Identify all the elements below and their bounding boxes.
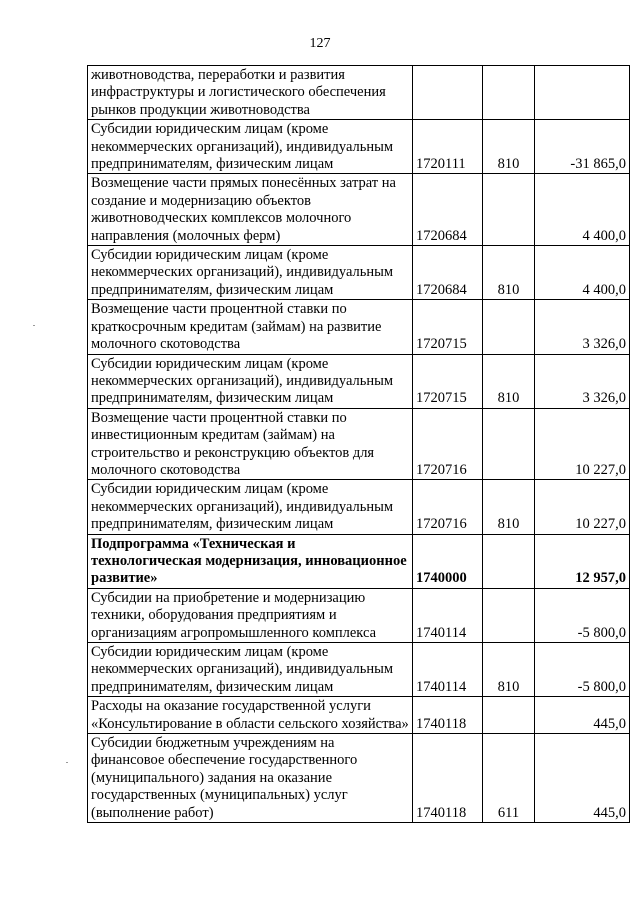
budget-table [87, 65, 630, 823]
row-amount [535, 66, 630, 120]
row-amount: -5 800,0 [535, 643, 630, 697]
row-type [483, 174, 535, 246]
row-code: 1720684 [413, 246, 483, 300]
table-row [88, 246, 630, 300]
row-amount: 445,0 [535, 734, 630, 823]
table-row [88, 588, 630, 642]
row-code [413, 66, 483, 120]
row-name: Возмещение части процентной ставки по краткосрочным кредитам (займам) на развитие молочного скотоводства [88, 300, 413, 354]
row-name: Субсидии на приобретение и модернизацию техники, оборудования предприятиям и организациям агропромышленного комплекса [88, 588, 413, 642]
row-code: 1740118 [413, 697, 483, 734]
row-code: 1740114 [413, 643, 483, 697]
table-row [88, 408, 630, 480]
row-type [483, 697, 535, 734]
row-amount: 3 326,0 [535, 300, 630, 354]
row-type: 810 [483, 643, 535, 697]
row-name: Субсидии юридическим лицам (кроме некоммерческих организаций), индивидуальным предпринимателям, физическим лицам [88, 643, 413, 697]
table-row [88, 174, 630, 246]
table-row [88, 120, 630, 174]
row-type: 611 [483, 734, 535, 823]
scan-speck [33, 325, 35, 326]
row-name: Возмещение части процентной ставки по инвестиционным кредитам (займам) на строительство и реконструкцию объектов для молочного скотоводства [88, 408, 413, 480]
table-row [88, 66, 630, 120]
row-name: животноводства, переработки и развития инфраструктуры и логистического обеспечения рынков продукции животноводства [88, 66, 413, 120]
row-name: Субсидии бюджетным учреждениям на финансовое обеспечение государственного (муниципального) задания на оказание государственных (муниципальных) услуг (выполнение работ) [88, 734, 413, 823]
row-amount: 445,0 [535, 697, 630, 734]
row-code: 1720111 [413, 120, 483, 174]
budget-table-body [88, 66, 630, 823]
row-name: Субсидии юридическим лицам (кроме некоммерческих организаций), индивидуальным предпринимателям, физическим лицам [88, 480, 413, 534]
table-row [88, 354, 630, 408]
row-amount: 12 957,0 [535, 534, 630, 588]
table-row [88, 300, 630, 354]
table-row [88, 643, 630, 697]
row-code: 1740118 [413, 734, 483, 823]
row-name: Возмещение части прямых понесённых затрат на создание и модернизацию объектов животноводческих комплексов молочного направления (молочных ферм) [88, 174, 413, 246]
row-type [483, 300, 535, 354]
row-type [483, 588, 535, 642]
row-amount: 4 400,0 [535, 246, 630, 300]
row-type: 810 [483, 354, 535, 408]
page-number: 127 [309, 36, 331, 51]
row-amount: 4 400,0 [535, 174, 630, 246]
row-name: Расходы на оказание государственной услуги «Консультирование в области сельского хозяйства» [88, 697, 413, 734]
row-code: 1720716 [413, 480, 483, 534]
subprogram-row [88, 534, 630, 588]
row-code: 1720715 [413, 300, 483, 354]
row-name: Подпрограмма «Техническая и технологическая модернизация, инновационное развитие» [88, 534, 413, 588]
row-type: 810 [483, 120, 535, 174]
row-amount: 3 326,0 [535, 354, 630, 408]
table-row [88, 734, 630, 823]
row-code: 1720716 [413, 408, 483, 480]
row-type [483, 66, 535, 120]
table-row [88, 697, 630, 734]
scan-speck [66, 762, 68, 763]
row-code: 1740000 [413, 534, 483, 588]
row-name: Субсидии юридическим лицам (кроме некоммерческих организаций), индивидуальным предпринимателям, физическим лицам [88, 354, 413, 408]
row-amount: -31 865,0 [535, 120, 630, 174]
row-name: Субсидии юридическим лицам (кроме некоммерческих организаций), индивидуальным предпринимателям, физическим лицам [88, 120, 413, 174]
row-type: 810 [483, 480, 535, 534]
row-code: 1720715 [413, 354, 483, 408]
row-type [483, 534, 535, 588]
row-code: 1740114 [413, 588, 483, 642]
row-type: 810 [483, 246, 535, 300]
row-amount: 10 227,0 [535, 408, 630, 480]
row-type [483, 408, 535, 480]
row-name: Субсидии юридическим лицам (кроме некоммерческих организаций), индивидуальным предпринимателям, физическим лицам [88, 246, 413, 300]
row-code: 1720684 [413, 174, 483, 246]
table-row [88, 480, 630, 534]
row-amount: 10 227,0 [535, 480, 630, 534]
row-amount: -5 800,0 [535, 588, 630, 642]
